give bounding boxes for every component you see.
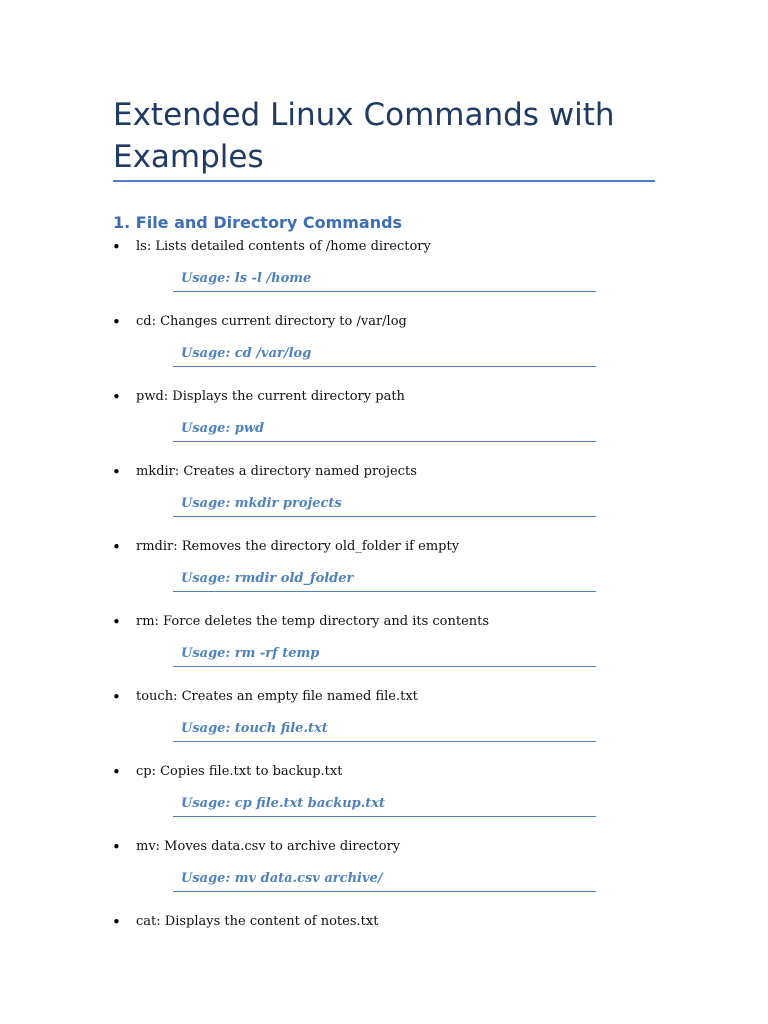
usage-text: Usage: cd /var/log xyxy=(181,346,312,361)
command-description: rm: Force deletes the temp directory and its contents xyxy=(136,614,490,629)
list-item xyxy=(0,763,768,838)
command-list xyxy=(0,238,768,988)
bullet-icon: • xyxy=(112,613,121,631)
list-item xyxy=(0,688,768,763)
command-description: mkdir: Creates a directory named projects xyxy=(136,464,417,479)
usage-text: Usage: mv data.csv archive/ xyxy=(181,871,383,886)
bullet-icon: • xyxy=(112,913,121,931)
usage-box xyxy=(173,868,596,892)
command-description: cat: Displays the content of notes.txt xyxy=(136,914,379,929)
command-description: cd: Changes current directory to /var/log xyxy=(136,314,407,329)
bullet-icon: • xyxy=(112,763,121,781)
list-item xyxy=(0,313,768,388)
title-underline xyxy=(113,180,655,182)
command-description: rmdir: Removes the directory old_folder if empty xyxy=(136,539,460,554)
document-title: Extended Linux Commands with Examples xyxy=(113,97,615,175)
section-heading: 1. File and Directory Commands xyxy=(113,213,403,232)
usage-text: Usage: rmdir old_folder xyxy=(181,571,354,586)
bullet-icon: • xyxy=(112,688,121,706)
command-description: touch: Creates an empty file named file.txt xyxy=(136,689,418,704)
usage-text: Usage: mkdir projects xyxy=(181,496,342,511)
list-item xyxy=(0,913,768,988)
usage-text: Usage: rm -rf temp xyxy=(181,646,320,661)
usage-text: Usage: ls -l /home xyxy=(181,271,312,286)
usage-box xyxy=(173,718,596,742)
list-item xyxy=(0,613,768,688)
list-item xyxy=(0,463,768,538)
usage-box xyxy=(173,343,596,367)
bullet-icon: • xyxy=(112,388,121,406)
bullet-icon: • xyxy=(112,838,121,856)
list-item xyxy=(0,388,768,463)
bullet-icon: • xyxy=(112,238,121,256)
usage-text: Usage: pwd xyxy=(181,421,265,436)
usage-box xyxy=(173,793,596,817)
list-item xyxy=(0,238,768,313)
bullet-icon: • xyxy=(112,538,121,556)
usage-box xyxy=(173,493,596,517)
bullet-icon: • xyxy=(112,313,121,331)
command-description: cp: Copies file.txt to backup.txt xyxy=(136,764,343,779)
command-description: mv: Moves data.csv to archive directory xyxy=(136,839,401,854)
list-item xyxy=(0,838,768,913)
usage-box xyxy=(173,643,596,667)
usage-text: Usage: cp file.txt backup.txt xyxy=(181,796,386,811)
usage-text: Usage: touch file.txt xyxy=(181,721,328,736)
usage-box xyxy=(173,418,596,442)
list-item xyxy=(0,538,768,613)
bullet-icon: • xyxy=(112,463,121,481)
usage-box xyxy=(173,268,596,292)
usage-box xyxy=(173,568,596,592)
command-description: ls: Lists detailed contents of /home directory xyxy=(136,239,431,254)
command-description: pwd: Displays the current directory path xyxy=(136,389,405,404)
